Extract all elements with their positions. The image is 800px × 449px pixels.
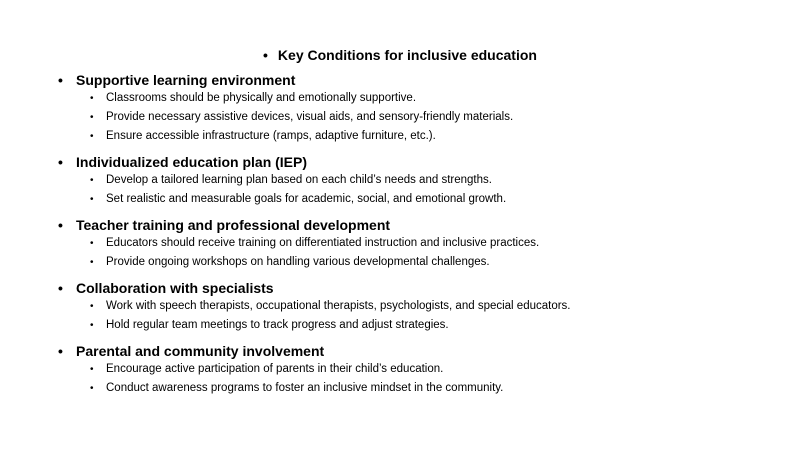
list-item — [58, 253, 778, 272]
section-title: Parental and community involvement — [76, 343, 325, 359]
section-parental-involvement — [58, 342, 778, 398]
list-item — [58, 89, 778, 108]
section-iep — [58, 153, 778, 209]
section-title: Individualized education plan (IEP) — [76, 154, 308, 170]
bullet-icon: • — [58, 343, 63, 359]
section-heading — [58, 71, 778, 89]
bullet-icon: • — [58, 154, 63, 170]
bullet-icon: • — [90, 112, 94, 123]
list-item-text: Classrooms should be physically and emotionally supportive. — [106, 92, 417, 104]
bullet-icon: • — [90, 194, 94, 205]
list-item — [58, 360, 778, 379]
bullet-icon: • — [90, 93, 94, 104]
bullet-icon: • — [90, 257, 94, 268]
section-title: Teacher training and professional development — [76, 217, 391, 233]
slide-heading-row — [0, 46, 800, 64]
list-item — [58, 190, 778, 209]
list-item-text: Set realistic and measurable goals for academic, social, and emotional growth. — [106, 193, 507, 205]
bullet-list — [58, 71, 778, 405]
section-heading — [58, 279, 778, 297]
bullet-icon: • — [58, 280, 63, 296]
list-item-text: Work with speech therapists, occupational therapists, psychologists, and special educators. — [106, 300, 571, 312]
list-item — [58, 316, 778, 335]
list-item — [58, 108, 778, 127]
list-item-text: Hold regular team meetings to track progress and adjust strategies. — [106, 319, 449, 331]
bullet-icon: • — [263, 47, 268, 63]
list-item — [58, 234, 778, 253]
section-heading — [58, 342, 778, 360]
list-item-text: Provide ongoing workshops on handling various developmental challenges. — [106, 256, 490, 268]
list-item — [58, 379, 778, 398]
list-item — [58, 127, 778, 146]
section-collaboration — [58, 279, 778, 335]
bullet-icon: • — [90, 238, 94, 249]
list-item-text: Educators should receive training on differentiated instruction and inclusive practices. — [106, 237, 540, 249]
list-item-text: Develop a tailored learning plan based on each child’s needs and strengths. — [106, 174, 492, 186]
list-item — [58, 297, 778, 316]
section-heading — [58, 216, 778, 234]
bullet-icon: • — [90, 175, 94, 186]
bullet-icon: • — [90, 383, 94, 394]
bullet-icon: • — [58, 72, 63, 88]
section-title: Supportive learning environment — [76, 72, 296, 88]
list-item-text: Ensure accessible infrastructure (ramps, adaptive furniture, etc.). — [106, 130, 436, 142]
bullet-icon: • — [90, 364, 94, 375]
bullet-icon: • — [90, 131, 94, 142]
bullet-icon: • — [58, 217, 63, 233]
list-item — [58, 171, 778, 190]
section-supportive-environment — [58, 71, 778, 146]
list-item-text: Encourage active participation of parents in their child’s education. — [106, 363, 444, 375]
list-item-text: Provide necessary assistive devices, visual aids, and sensory-friendly materials. — [106, 111, 514, 123]
section-heading — [58, 153, 778, 171]
bullet-icon: • — [90, 320, 94, 331]
bullet-icon: • — [90, 301, 94, 312]
section-title: Collaboration with specialists — [76, 280, 274, 296]
slide-heading: Key Conditions for inclusive education — [277, 47, 537, 63]
list-item-text: Conduct awareness programs to foster an inclusive mindset in the community. — [106, 382, 504, 394]
section-teacher-training — [58, 216, 778, 272]
